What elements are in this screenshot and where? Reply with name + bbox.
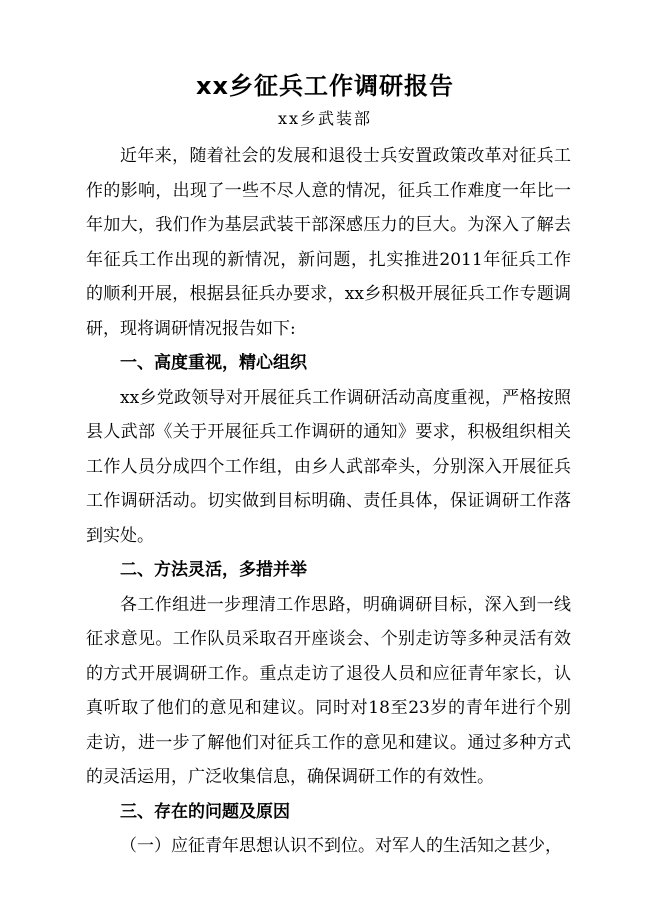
document-body xyxy=(86,139,571,864)
paragraph-section-2: 各工作组进一步理清工作思路，明确调研目标，深入到一线征求意见。工作队员采取召开座谈会、个别走访等多种灵活有效的方式开展调研工作。重点走访了退役人员和应征青年家长，认真听取了他们的意见和建议。同时对18至23岁的青年进行个别走访，进一步了解他们对征兵工作的意见和建议。通过多种方式的灵活运用，广泛收集信息，确保调研工作的有效性。 xyxy=(86,594,571,787)
document-subtitle: xx乡武装部 xyxy=(277,109,373,128)
paragraph-section-1: xx乡党政领导对开展征兵工作调研活动高度重视，严格按照县人武部《关于开展征兵工作调研的通知》要求，积极组织相关工作人员分成四个工作组，由乡人武部牵头，分别深入开展征兵工作调研活动。切实做到目标明确、责任具体，保证调研工作落到实处。 xyxy=(86,387,571,546)
section-heading-2: 二、方法灵活，多措并举 xyxy=(120,560,307,580)
section-heading-1: 一、高度重视，精心组织 xyxy=(120,353,307,373)
paragraph-section-3: （一）应征青年思想认识不到位。对军人的生活知之甚少， xyxy=(120,836,562,856)
paragraph-intro: 近年来，随着社会的发展和退役士兵安置政策改革对征兵工作的影响，出现了一些不尽人意的情况，征兵工作难度一年比一年加大，我们作为基层武装干部深感压力的巨大。为深入了解去年征兵工作出现的新情况，新问题，扎实推进2011年征兵工作的顺利开展，根据县征兵办要求，xx乡积极开展征兵工作专题调研，现将调研情况报告如下: xyxy=(86,146,571,339)
section-heading-3: 三、存在的问题及原因 xyxy=(120,801,290,822)
document-title: xx乡征兵工作调研报告 xyxy=(196,72,454,100)
